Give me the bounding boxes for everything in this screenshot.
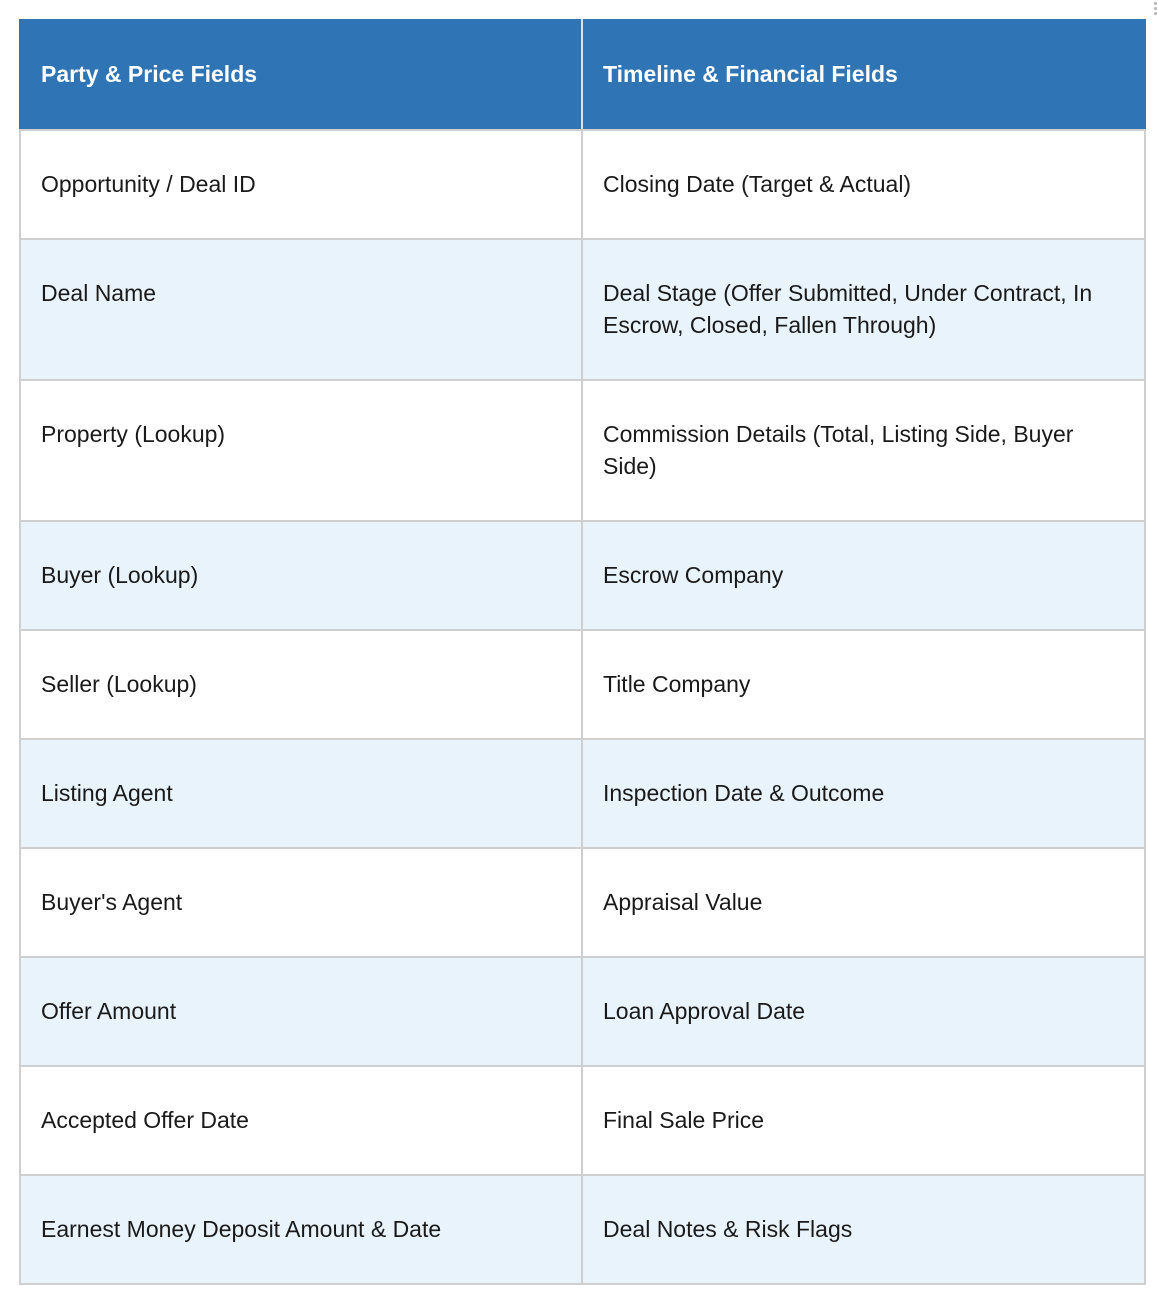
table-row [20,630,1145,739]
table-cell: Property (Lookup) [20,380,582,521]
table-row [20,1175,1145,1284]
table-cell: Listing Agent [20,739,582,848]
more-options-icon[interactable] [1152,0,1158,18]
header-row [20,20,1145,130]
table-cell: Closing Date (Target & Actual) [582,130,1145,239]
header-party-price-fields: Party & Price Fields [20,20,582,130]
table-row [20,239,1145,380]
table-row [20,130,1145,239]
table-cell: Accepted Offer Date [20,1066,582,1175]
table-cell: Final Sale Price [582,1066,1145,1175]
table-body [20,130,1145,1284]
deal-fields-table [19,19,1146,1285]
table-header [20,20,1145,130]
table-row [20,521,1145,630]
table-cell: Commission Details (Total, Listing Side, Buyer Side) [582,380,1145,521]
table-cell: Appraisal Value [582,848,1145,957]
deal-fields-table-container [19,19,1144,1285]
table-cell: Title Company [582,630,1145,739]
table-cell: Opportunity / Deal ID [20,130,582,239]
table-cell: Seller (Lookup) [20,630,582,739]
table-cell: Deal Name [20,239,582,380]
table-cell: Offer Amount [20,957,582,1066]
table-cell: Deal Stage (Offer Submitted, Under Contract, In Escrow, Closed, Fallen Through) [582,239,1145,380]
table-row [20,380,1145,521]
table-cell: Loan Approval Date [582,957,1145,1066]
table-cell: Deal Notes & Risk Flags [582,1175,1145,1284]
table-row [20,739,1145,848]
table-cell: Earnest Money Deposit Amount & Date [20,1175,582,1284]
table-cell: Inspection Date & Outcome [582,739,1145,848]
table-cell: Buyer's Agent [20,848,582,957]
table-row [20,1066,1145,1175]
header-timeline-financial-fields: Timeline & Financial Fields [582,20,1145,130]
table-row [20,957,1145,1066]
table-row [20,848,1145,957]
table-cell: Buyer (Lookup) [20,521,582,630]
table-cell: Escrow Company [582,521,1145,630]
